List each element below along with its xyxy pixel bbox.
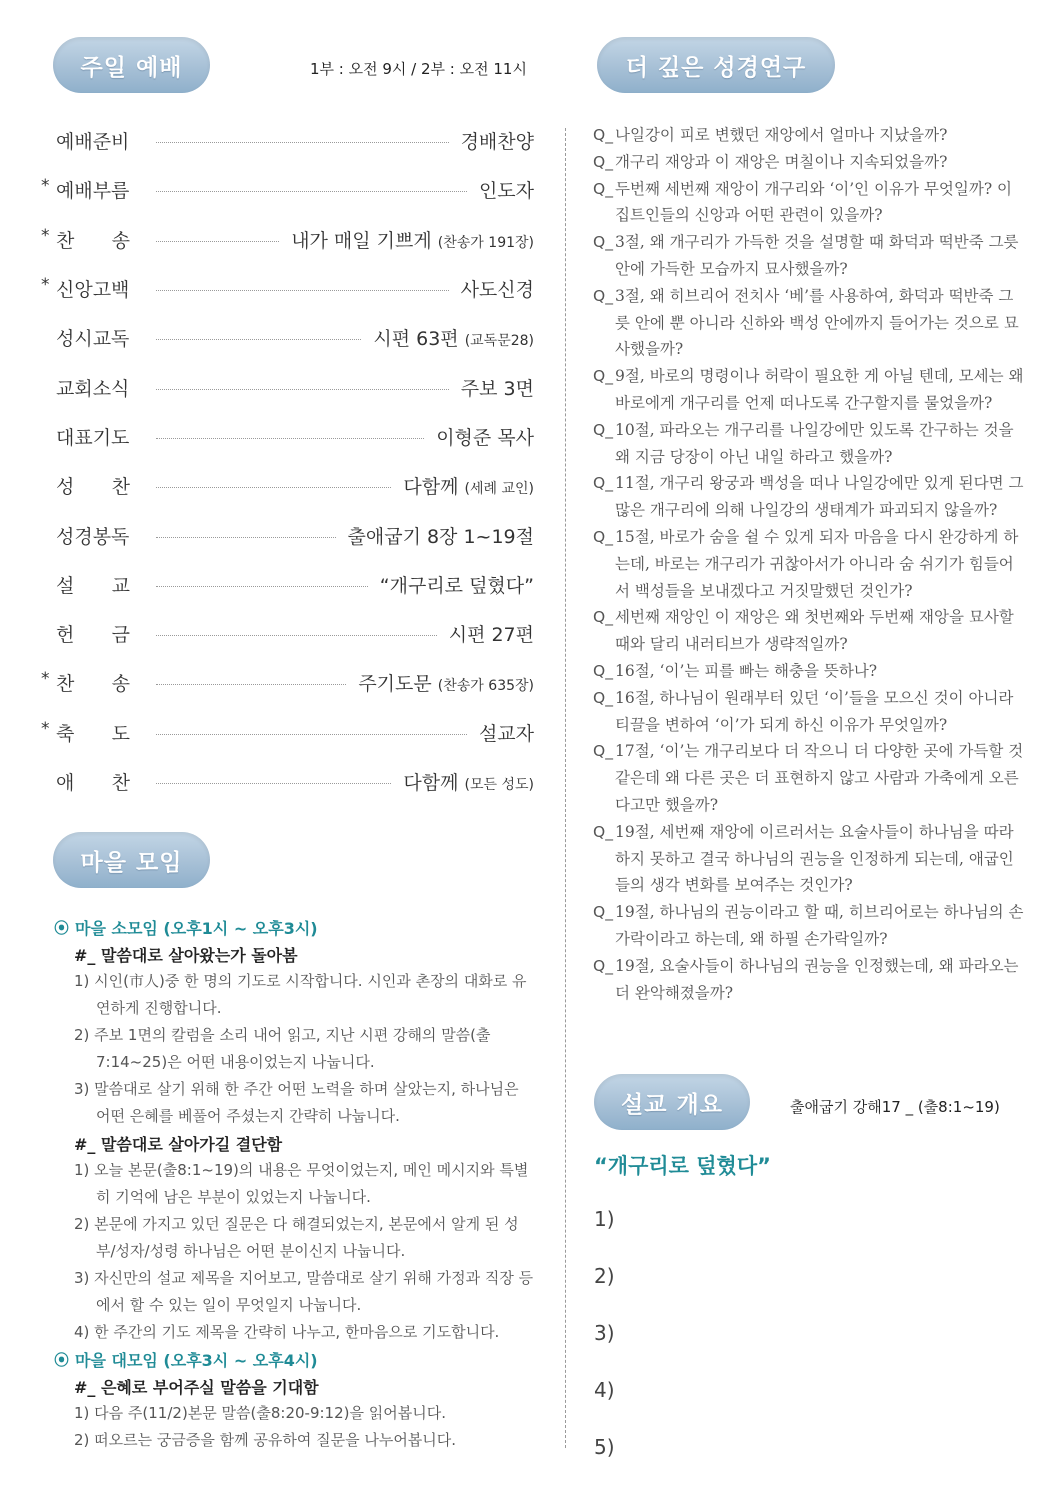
dotted-leader (156, 684, 346, 685)
order-label (44, 522, 152, 549)
meeting-step: 2) 주보 1면의 칼럼을 소리 내어 읽고, 지난 시편 강해의 말씀(출7:14~25)은 어떤 내용이었는지 나눕니다. (74, 1026, 491, 1071)
order-value-note: (찬송가 191장) (437, 234, 534, 251)
order-label-text: 성시교독 (56, 328, 130, 351)
dotted-leader (156, 191, 467, 192)
dotted-leader (156, 389, 449, 390)
order-value (373, 324, 534, 351)
order-label-text: 예배준비 (56, 131, 130, 154)
order-value-text: 다함께 (403, 772, 459, 794)
required-star: * (41, 225, 50, 246)
worship-order-row (41, 708, 534, 757)
order-value (403, 472, 534, 499)
order-label-char: 송 (111, 673, 130, 696)
outline-point: 3) (594, 1321, 615, 1345)
order-label (44, 571, 152, 598)
dotted-leader (156, 586, 368, 587)
study-question (593, 604, 1025, 658)
dotted-leader (156, 734, 467, 735)
order-label-text: 예배부름 (56, 180, 130, 203)
question-marker: Q_ (593, 742, 613, 761)
meeting-step: 2) 떠오르는 궁금증을 함께 공유하여 질문을 나누어봅니다. (74, 1431, 457, 1449)
village-meeting (54, 914, 534, 1454)
order-value (403, 768, 534, 795)
order-label-text (44, 226, 130, 253)
question-marker: Q_ (593, 956, 613, 975)
study-title: 더 깊은 성경연구 (625, 54, 807, 81)
dotted-leader (156, 487, 391, 488)
order-label-text (44, 719, 130, 746)
order-value-text: 내가 매일 기쁘게 (291, 229, 432, 252)
order-label (41, 669, 152, 696)
order-label-char: 교 (111, 574, 130, 597)
question-marker: Q_ (593, 179, 613, 198)
study-question (593, 470, 1025, 524)
order-label-char: 축 (56, 722, 75, 745)
order-label-char: 헌 (56, 624, 75, 647)
study-question (593, 363, 1025, 417)
meeting-step: 1) 오늘 본문(출8:1~19)의 내용은 무엇이었는지, 메인 메시지와 특별히 기억에 남은 부분이 있었는지 나눕니다. (74, 1161, 529, 1206)
order-label (41, 718, 152, 746)
worship-order-row (44, 757, 534, 806)
order-value-text: 시편 63편 (373, 328, 459, 351)
worship-order-row (44, 461, 534, 510)
question-text: 3절, 왜 개구리가 가득한 것을 설명할 때 화덕과 떡반죽 그릇 안에 가득한 모습까지 묘사했을까? (615, 233, 1019, 278)
order-value-text: 다함께 (403, 476, 459, 499)
order-label-text (44, 571, 130, 598)
order-value-text: 출애굽기 8장 1~19절 (347, 525, 534, 548)
question-text: 16절, ‘이’는 피를 빠는 해충을 뜻하나? (615, 661, 878, 680)
order-label-char: 찬 (56, 673, 75, 696)
meeting-heading-text: 마을 소모임 (오후1시 ~ 오후3시) (75, 919, 318, 938)
dotted-leader (156, 142, 449, 143)
required-star: * (41, 718, 50, 739)
order-value (436, 423, 534, 450)
order-label (44, 423, 152, 450)
order-label-char: 성 (56, 476, 75, 499)
order-label-char: 찬 (56, 229, 75, 252)
order-label-text (44, 768, 130, 795)
order-value-text: 인도자 (478, 180, 534, 203)
meeting-step: 1) 다음 주(11/2)본문 말씀(출8:20-9:12)을 읽어봅니다. (74, 1404, 446, 1422)
order-label-char: 애 (56, 772, 75, 794)
service-times: 1부 : 오전 9시 / 2부 : 오전 11시 (310, 60, 527, 78)
question-text: 17절, ‘이’는 개구리보다 더 작으니 더 다양한 곳에 가득할 것 같은데 왜 다른 곳은 더 표현하지 않고 사람과 가축에게 오른다고만 했을까? (615, 742, 1024, 814)
order-value-text: 사도신경 (460, 279, 534, 302)
order-label (41, 176, 152, 203)
question-text: 19절, 요술사들이 하나님의 권능을 인정했는데, 왜 파라오는 더 완악해졌을까? (615, 956, 1019, 1002)
order-label (44, 620, 152, 647)
order-label-char: 도 (111, 722, 130, 745)
question-marker: Q_ (593, 233, 613, 252)
worship-order-row (44, 609, 534, 658)
outline-point: 1) (594, 1207, 615, 1231)
outline-point: 2) (594, 1264, 615, 1288)
target-bullet-icon: ⦿ (54, 1351, 70, 1369)
order-label (44, 472, 152, 499)
order-label-char: 금 (111, 624, 130, 647)
study-question (593, 819, 1025, 899)
order-label-char: 송 (111, 229, 130, 252)
question-text: 19절, 하나님의 권능이라고 할 때, 히브리어로는 하나님의 손가락이라고 하는데, 왜 하필 손가락일까? (615, 903, 1024, 948)
question-text: 두번째 세번째 재앙이 개구리와 ‘이’인 이유가 무엇일까? 이집트인들의 신앙과 어떤 관련이 있을까? (615, 179, 1013, 225)
order-label (44, 768, 152, 795)
worship-order-row (44, 560, 534, 609)
order-value (380, 571, 534, 598)
meeting-step: 2) 본문에 가지고 있던 질문은 다 해결되었는지, 본문에서 알게 된 성부/성자/성령 하나님은 어떤 분이신지 나눕니다. (74, 1215, 519, 1260)
study-question (593, 899, 1025, 953)
worship-order-row (44, 510, 534, 559)
order-value (348, 522, 534, 549)
study-question (593, 524, 1025, 604)
dotted-leader (156, 635, 437, 636)
outline-point: 5) (594, 1435, 615, 1459)
worship-order-row (44, 362, 534, 411)
worship-order-row (44, 412, 534, 461)
order-value (461, 374, 534, 401)
study-question (593, 176, 1025, 230)
question-marker: Q_ (593, 367, 613, 386)
meeting-step: 4) 한 주간의 기도 제목을 간략히 나누고, 한마음으로 기도합니다. (74, 1323, 500, 1341)
target-bullet-icon: ⦿ (54, 919, 70, 937)
order-value-text: 이형준 목사 (436, 426, 534, 449)
dotted-leader (156, 290, 449, 291)
dotted-leader (156, 438, 424, 439)
order-label-text: 신앙고백 (56, 279, 130, 302)
sermon-title-label: 설교 개요 (621, 1091, 723, 1118)
dotted-leader (156, 783, 391, 784)
village-title: 마을 모임 (80, 849, 183, 876)
order-value-text: “개구리로 덮혔다” (379, 574, 534, 597)
study-question (593, 283, 1025, 363)
meeting-heading (54, 1346, 534, 1373)
dotted-leader (156, 339, 361, 340)
order-label (44, 374, 152, 401)
question-marker: Q_ (593, 903, 613, 922)
question-text: 19절, 세번째 재앙에 이르러서는 요술사들이 하나님을 따라 하지 못하고 결국 하나님의 권능을 인정하게 되는데, 애굽인들의 생각 변화를 보여주는 것인가? (615, 822, 1014, 895)
study-question (593, 953, 1025, 1007)
worship-order-row (41, 215, 534, 264)
order-label-text (44, 472, 130, 499)
study-question (593, 685, 1025, 739)
meeting-step: 1) 시인(市人)중 한 명의 기도로 시작합니다. 시인과 촌장의 대화로 유연하게 진행합니다. (74, 972, 527, 1017)
question-marker: Q_ (593, 474, 613, 493)
order-value-note: (교독문28) (464, 333, 534, 350)
order-value-text: 경배찬양 (460, 131, 534, 154)
order-label-char: 설 (56, 574, 75, 597)
worship-order (41, 116, 534, 806)
order-value (291, 226, 534, 253)
question-marker: Q_ (593, 688, 613, 707)
order-value-text: 주보 3면 (460, 377, 534, 400)
worship-order-row (41, 658, 534, 707)
order-label-text (44, 620, 130, 647)
order-value-text: 설교자 (478, 722, 534, 745)
worship-order-row (44, 116, 534, 165)
question-text: 3절, 왜 히브리어 전치사 ‘베’를 사용하여, 화덕과 떡반죽 그릇 안에 뿐 아니라 신하와 백성 안에까지 들어가는 것으로 묘사했을까? (615, 286, 1019, 359)
sermon-title-badge (594, 1074, 750, 1130)
worship-order-row (41, 264, 534, 313)
order-value (449, 620, 534, 647)
meeting-heading (54, 914, 534, 941)
order-value-text: 시편 27편 (448, 624, 534, 647)
question-marker: Q_ (593, 126, 613, 144)
order-label (41, 225, 152, 253)
worship-title-badge (53, 37, 210, 93)
question-text: 9절, 바로의 명령이나 허락이 필요한 게 아닐 텐데, 모세는 왜 바로에게 개구리를 언제 떠나도록 간구할지를 물었을까? (615, 367, 1024, 412)
order-label-text: 대표기도 (56, 426, 130, 449)
study-question (593, 417, 1025, 471)
question-marker: Q_ (593, 822, 613, 841)
question-marker: Q_ (593, 608, 613, 627)
order-value (479, 176, 534, 203)
question-text: 16절, 하나님이 원래부터 있던 ‘이’들을 모으신 것이 아니라 티끌을 변하여 ‘이’가 되게 하신 이유가 무엇일까? (615, 688, 1014, 734)
question-text: 15절, 바로가 숨을 쉴 수 있게 되자 마음을 다시 완강하게 하는데, 바로는 개구리가 귀찮아서가 아니라 숨 쉬기가 힘들어서 백성들을 보내겠다고 거짓말했던 것인가? (615, 527, 1019, 600)
meeting-step: 3) 말씀대로 살기 위해 한 주간 어떤 노력을 하며 살았는지, 하나님은 어떤 은혜를 베풀어 주셨는지 간략히 나눕니다. (74, 1080, 519, 1125)
worship-title: 주일 예배 (80, 54, 183, 81)
order-label-text: 성경봉독 (56, 525, 130, 548)
required-star: * (41, 275, 50, 296)
column-divider (565, 128, 566, 1448)
meeting-step: 3) 자신만의 설교 제목을 지어보고, 말씀대로 살기 위해 가정과 직장 등에서 할 수 있는 일이 무엇일지 나눕니다. (74, 1269, 534, 1314)
question-marker: Q_ (593, 527, 613, 546)
worship-order-row (44, 313, 534, 362)
meeting-subheading: #_ 은혜로 부어주실 말씀을 기대함 (74, 1378, 319, 1397)
study-title-badge (597, 37, 835, 93)
question-marker: Q_ (593, 286, 613, 305)
meeting-subheading: #_ 말씀대로 살아가길 결단함 (74, 1135, 283, 1154)
study-question (593, 658, 1025, 685)
study-question (593, 229, 1025, 283)
question-text: 세번째 재앙인 이 재앙은 왜 첫번째와 두번째 재앙을 묘사할 때와 달리 내러티브가 생략적일까? (615, 608, 1014, 654)
order-value-note: (모든 성도) (464, 777, 534, 793)
meeting-heading-text: 마을 대모임 (오후3시 ~ 오후4시) (75, 1351, 318, 1370)
sermon-reference: 출애굽기 강해17 _ (출8:1~19) (790, 1098, 1000, 1116)
required-star: * (41, 176, 50, 197)
question-marker: Q_ (593, 420, 613, 439)
question-text: 11절, 개구리 왕궁과 백성을 떠나 나일강에만 있게 된다면 그 많은 개구리에 의해 나일강의 생태계가 파괴되지 않을까? (615, 474, 1024, 520)
question-marker: Q_ (593, 661, 613, 680)
village-title-badge (53, 832, 210, 888)
question-text: 개구리 재앙과 이 재앙은 며칠이나 지속되었을까? (615, 152, 948, 171)
order-value-note: (세례 교인) (464, 481, 534, 498)
order-label-text: 교회소식 (56, 377, 130, 400)
order-label (41, 275, 152, 302)
order-label (44, 127, 152, 154)
question-marker: Q_ (593, 152, 613, 171)
order-value-note: (찬송가 635장) (437, 678, 534, 695)
question-text: 나일강이 피로 변했던 재앙에서 얼마나 지났을까? (615, 126, 948, 144)
study-question (593, 122, 1025, 149)
sermon-headline: “개구리로 덮혔다” (594, 1154, 771, 1178)
order-value (461, 275, 534, 302)
study-question (593, 738, 1025, 818)
order-value (479, 719, 534, 746)
study-questions (593, 122, 1025, 1006)
question-text: 10절, 파라오는 개구리를 나일강에만 있도록 간구하는 것을 왜 지금 당장이 아닌 내일 하라고 했을까? (615, 420, 1014, 466)
order-value-text: 주기도문 (358, 673, 432, 696)
order-value (358, 669, 534, 696)
outline-point: 4) (594, 1378, 615, 1402)
study-question (593, 149, 1025, 176)
required-star: * (41, 669, 50, 690)
worship-order-row (41, 165, 534, 214)
order-label-char: 찬 (111, 476, 130, 499)
meeting-subheading: #_ 말씀대로 살아왔는가 돌아봄 (74, 946, 298, 965)
order-label-text (44, 669, 130, 696)
dotted-leader (156, 537, 336, 538)
order-label (44, 324, 152, 351)
dotted-leader (156, 241, 279, 242)
order-value (461, 127, 534, 154)
order-label-char: 찬 (111, 772, 130, 794)
